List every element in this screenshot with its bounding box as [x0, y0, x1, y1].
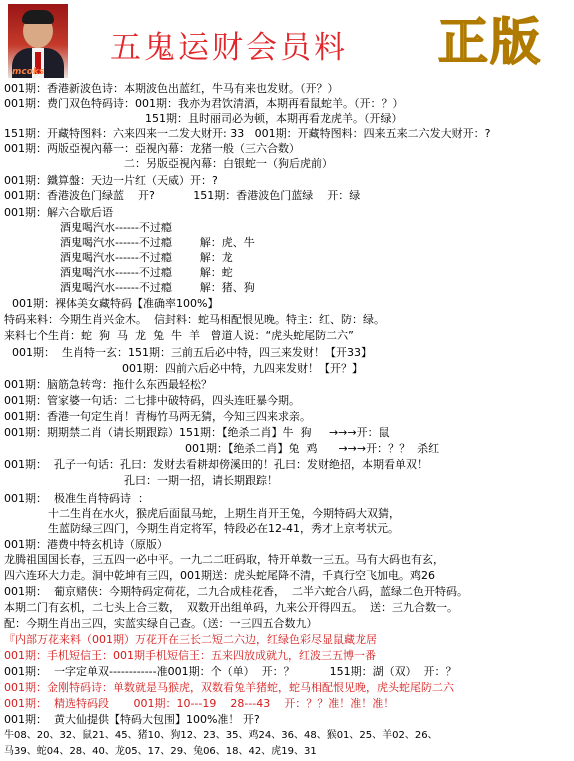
content-line: 酒鬼喝汽水------不过瘾 解：龙	[60, 251, 233, 264]
content-line: 生蓝防绿三四门，今期生肖定将军，特段必在12-41，秀才上京考状元。	[48, 522, 399, 535]
content-line: 001期： 一字定单双------------准001期：个（单） 开：？ 151期：湖（双） 开：？	[4, 665, 457, 678]
content-line: 001期： 孔子一句话：孔曰：发财去看耕却傍溪田的！孔曰：发财绝招，本期看单双！	[4, 458, 428, 471]
portrait-photo	[8, 4, 68, 78]
content-line: 马39、蛇04、28、40、龙05、17、29、兔06、18、42、虎19、31	[4, 746, 317, 757]
content-line: 001期：【绝杀二肖】兔 鸡 →→→开：？？ 杀红	[185, 442, 440, 455]
content-line: 四六连环大力走。洞中乾坤有三四，001期送：虎头蛇尾降不清，千真行空飞加电。鸡26	[4, 569, 435, 582]
content-line: 151期：且时丽司必为顿，本期再看龙虎羊。（开绿）	[145, 112, 403, 125]
content-line: 001期：四前六后必中特，九四来发财！【开？】	[122, 362, 363, 375]
content-line: 酒鬼喝汽水------不过瘾 解：猪、狗	[60, 281, 255, 294]
content-line: 001期：管家婆一句话：二七排中破特码，四头连旺暴今期。	[4, 394, 300, 407]
content-line: 001期：解六合歇后语	[4, 206, 113, 219]
content-line: 001期： 精选特码段 001期：10---19 28---43 开：？？准！准！准！	[4, 697, 395, 710]
content-line: 本期二门有玄机，二七头上合三数， 双数开出组单码，九来公开得四五。 送：三九合数一。	[4, 601, 458, 614]
content-line: 001期： 生肖特一玄：151期：三前五后必中特，四三来发财！【开33】	[12, 346, 372, 359]
content-line: 151期：开藏特图料：六来四来一二发大财开: 33 001期：开藏特图料：四来五来二六发大财开：?	[4, 127, 491, 140]
content-line: 龙腾祖国国长春，三五四一必中平。一九二二旺码取，特开单数一三五。马有大码也有玄，	[4, 553, 444, 566]
content-line: 配：今期生肖出三四，实蓝实绿自己查。（送：一三四五合数九）	[4, 617, 318, 630]
content-line: 001期： 葡京赌侠：今期特码定荷花，二九合成桂花香， 二半六蛇合八码，蓝绿二色开特码。	[4, 585, 468, 598]
content-line: 001期：裸体美女藏特码【准确率100%】	[12, 297, 219, 310]
content-line: 001期：两版亞視內幕一：亞視內幕：龙猪一般（三六合数）	[4, 142, 300, 155]
content-line: 001期：费门双色特码诗：001期：我亦为君饮清酒，本期再看鼠蛇羊。（开：？）	[4, 97, 404, 110]
content-line: 牛08、20、32、鼠21、45、猪10、狗12、23、35、鸡24、36、48、猴01、25、羊02、26、	[4, 730, 438, 741]
authentic-stamp: 正版	[438, 13, 542, 71]
content-line: 『内部万花来料（001期）万花开在三长二短二六边，红绿色彩尽显鼠藏龙居	[4, 633, 377, 646]
content-line: 酒鬼喝汽水------不过瘾 解：蛇	[60, 266, 233, 279]
content-line: 001期：期期禁二肖（请长期跟踪）151期：【绝杀二肖】牛 狗 →→→开：鼠	[4, 426, 390, 439]
content-line: 酒鬼喝汽水------不过瘾 解：虎、牛	[60, 236, 255, 249]
content-line: 001期：香港新波色诗：本期波色出蓝红，牛马有来也发财。（开？）	[4, 82, 339, 95]
content-line: 酒鬼喝汽水------不过瘾	[60, 221, 172, 234]
portrait-hair	[22, 10, 54, 24]
content-line: 001期： 极准生肖特码诗 ：	[4, 492, 149, 505]
content-line: 001期：脑筋急转弯：拖什么东西最轻松？	[4, 378, 212, 391]
content-line: 001期：香港波色门绿蓝 开? 151期：香港波色门蓝绿 开：绿	[4, 189, 361, 202]
content-line: 001期：金刚特码诗：单数就是马猴虎，双数看兔羊猪蛇，蛇马相配恨见晚，虎头蛇尾防二六	[4, 681, 454, 694]
content-line: 十二生肖在水火，猴虎后面鼠马蛇，上期生肖开王兔，今期特码大双猜，	[48, 507, 400, 520]
photo-watermark: mcoks	[12, 67, 45, 77]
content-line: 001期： 黄大仙提供【特码大包围】100%准！ 开?	[4, 713, 260, 726]
content-line: 001期：鐵算盤：天边一片红（天威）开：?	[4, 174, 218, 187]
content-line: 001期：香港一句定生肖！青梅竹马两无猜，今知三四来求亲。	[4, 410, 311, 423]
content-line: 特码来料：今期生肖兴金木。 信封料：蛇马相配恨见晚。特主：红、防：绿。	[4, 313, 385, 326]
content-line: 孔曰：一期一招，请长期跟踪！	[124, 474, 278, 487]
content-line: 001期：港费中特玄机诗（原版）	[4, 538, 168, 551]
content-line: 二：另版亞視內幕：白银蛇一（狗后虎前）	[124, 157, 333, 170]
content-line: 来料七个生肖：蛇 狗 马 龙 兔 牛 羊 曾道人说：“虎头蛇尾防二六”	[4, 329, 354, 342]
page-header	[0, 0, 574, 82]
page-title: 五鬼运财会员料	[110, 30, 348, 66]
content-line: 001期：手机短信王：001期手机短信王：五来四放成就九，红波三五博一番	[4, 649, 376, 662]
